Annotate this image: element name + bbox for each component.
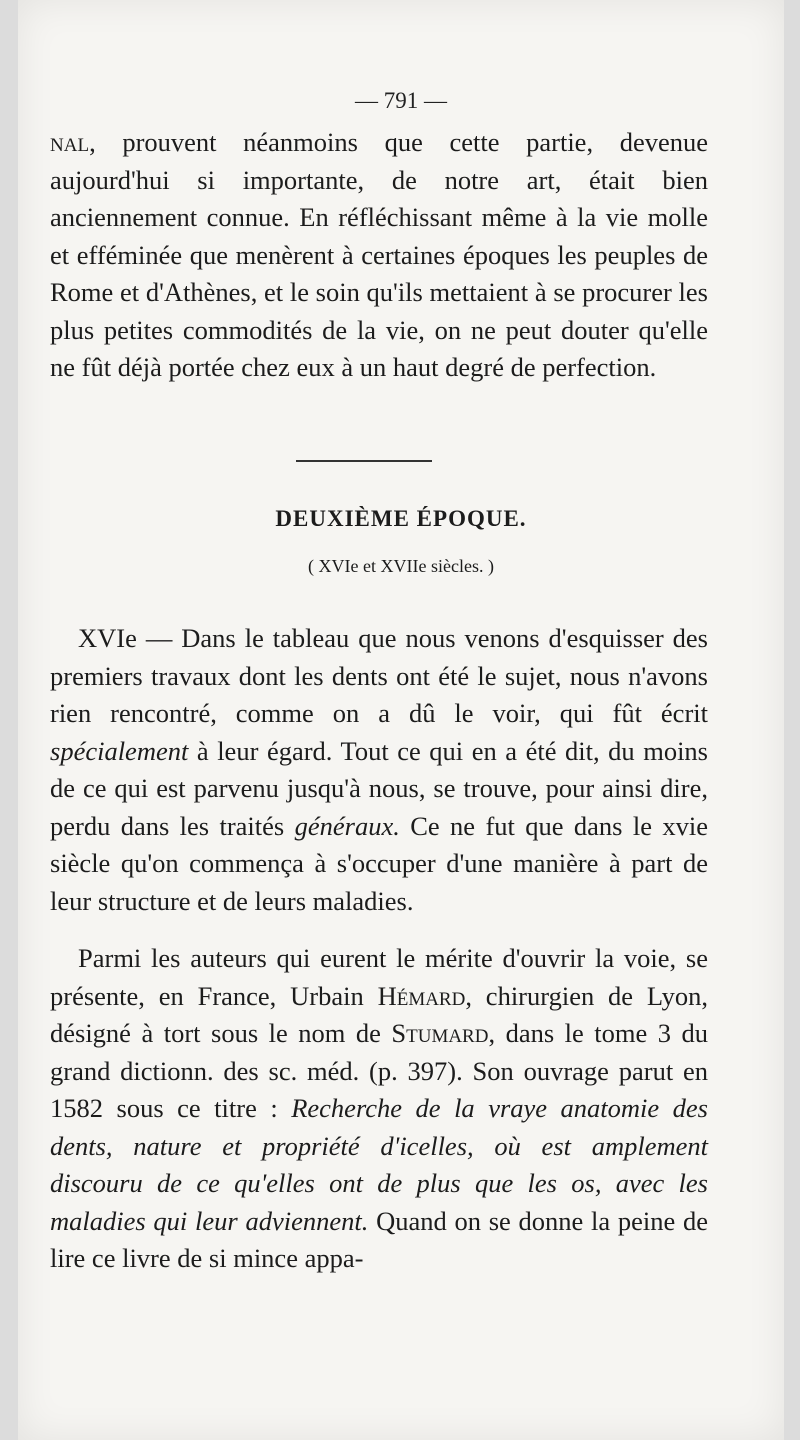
p2-part2: à leur égard. Tout ce qui en a été dit, du moins de ce qui est parvenu jusqu'à nous, se trouve, pour ainsi dire, perdu dans les traités [50, 735, 708, 841]
p3-part3: , dans le tome 3 du grand dictionn. des sc. méd. (p. 397). Son ouvrage parut en 1582 sous ce titre : [50, 1018, 709, 1123]
small-caps-lead: nal [50, 127, 90, 157]
paragraph-intro-text: , prouvent néanmoins que cette partie, devenue aujourd'hui si importante, de notre art, était bien anciennement connue. En réfléchissant même à la vie molle et efféminée que menèrent à certaines époques les peuples de Rome et d'Athènes, et le soin qu'ils mettaient à se procurer les plus petites commodités de la vie, on ne peut douter qu'elle ne fût déjà portée chez eux à un haut degré de perfection. [50, 127, 708, 382]
paragraph-authors [50, 940, 708, 1278]
author-name-stumard: Stumard [391, 1018, 489, 1048]
p3-part1: Parmi les auteurs qui eurent le mérite d'ouvrir la voie, se présente, en France, Urbain [50, 943, 708, 1011]
section-title: DEUXIÈME ÉPOQUE. [275, 506, 527, 531]
book-page [18, 0, 784, 1440]
p2-italic1: spécialement [50, 735, 189, 766]
section-divider [296, 460, 432, 462]
p2-part3: Ce ne fut que dans le xvie siècle qu'on commença à s'occuper d'une manière à part de leur structure et de leurs maladies. [50, 810, 708, 916]
p2-part1: XVIe — Dans le tableau que nous venons d'esquisser des premiers travaux dont les dents ont été le sujet, nous n'avons rien rencontré, comme on a dû le voir, qui fût écrit [50, 623, 708, 728]
paragraph-intro [50, 124, 708, 387]
author-name-hemard: Hémard [377, 980, 466, 1011]
p2-italic2: généraux. [294, 810, 400, 841]
page-number: — 791 — [355, 88, 447, 113]
book-title: Recherche de la vraye anatomie des dents, nature et propriété d'icelles, où est amplement discouru de ce qu'elles ont de plus que les os, avec les maladies qui leur adviennent. [50, 1093, 708, 1236]
section-subtitle: ( XVIe et XVIIe siècles. ) [308, 556, 494, 576]
p3-part4: Quand on se donne la peine de lire ce livre de si mince appa- [50, 1205, 709, 1273]
p3-part2: , chirurgien de Lyon, désigné à tort sous le nom de [50, 980, 708, 1048]
paragraph-xvie [50, 620, 708, 920]
